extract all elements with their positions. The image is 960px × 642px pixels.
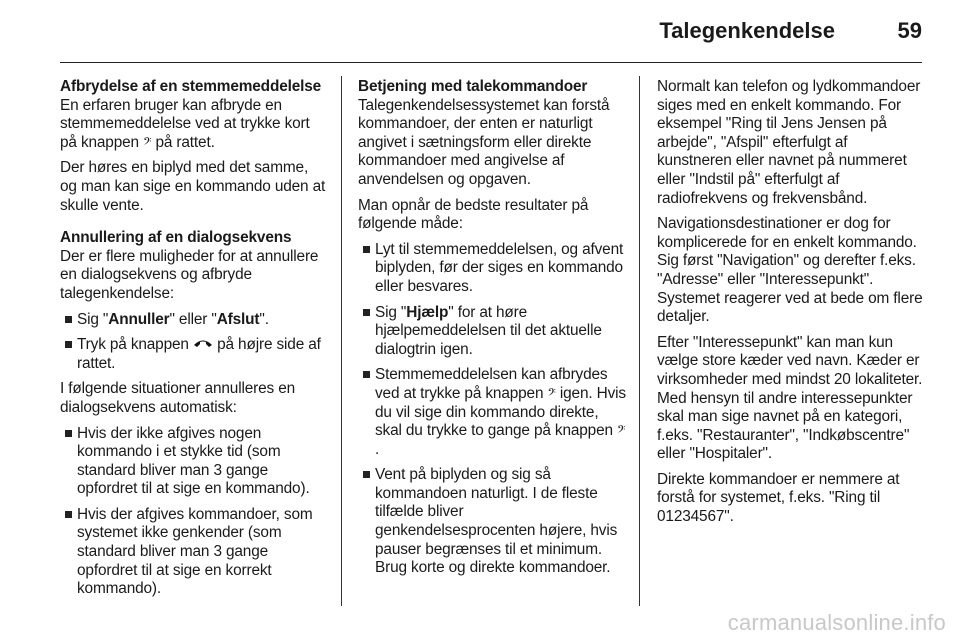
paragraph: Efter "Interessepunkt" kan man kun vælge store kæder ved navn. Kæder er virksomheder med mindst 20 lokaliteter. Med hensyn til andre interessepunkter skal man sige navnet på en kategori, f.eks. "Restauranter", "Indkøbscentre" eller "Hospitaler". [657,333,923,463]
list-item: Sig "Annuller" eller "Afslut". [60,311,328,330]
list-item: Sig "Hjælp" for at høre hjælpemeddelelsen til det aktuelle dialogtrin igen. [358,304,626,360]
list-item: Vent på biplyden og sig så kommandoen naturligt. I de fleste tilfælde bliver genkendelsesprocenten højere, hvis pauser begrænses til et minimum. Brug korte og direkte kommandoer. [358,466,626,578]
bullet-list [60,311,328,374]
text: En erfaren bruger kan afbryde en stemmemeddelelse ved at trykke kort på knappen [60,96,310,151]
page-title: Talegenkendelse [659,18,835,43]
list-item: Tryk på knappen på højre side af rattet. [60,336,328,373]
paragraph: Talegenkendelsessystemet kan forstå kommandoer, der enten er naturligt angivet i sætningsform eller direkte kommandoer med angivelse af anvendelsen og opgaven. [358,96,610,188]
paragraph: Normalt kan telefon og lydkommandoer siges med en enkelt kommando. For eksempel "Ring til Jens Jensen på arbejde", "Afspil" efterfulgt af kunstneren eller navnet på nummeret eller "Indstil på" efterfulgt af radiofrekvens og frekvensbånd. [657,78,921,207]
voice-button-icon: 𝄢 [143,134,152,150]
paragraph: Der er flere muligheder for at annullere en dialogsekvens og afbryde talegenkendelse: [60,247,319,302]
paragraph [60,97,328,153]
list-item: Hvis der afgives kommandoer, som systemet ikke genkender (som standard bliver man 3 gange opfordret til at sige en korrekt kommando). [60,506,328,599]
voice-button-icon: 𝄢 [617,423,626,439]
voice-button-icon: 𝄢 [547,385,556,401]
column-2 [358,78,626,585]
column-divider-1 [341,76,342,606]
list-item: Hvis der ikke afgives nogen kommando i et stykke tid (som standard bliver man 3 gange opfordret til at sige en kommando). [60,425,328,499]
column-3 [657,78,925,534]
paragraph: Direkte kommandoer er nemmere at forstå for systemet, f.eks. "Ring til 01234567". [657,470,900,526]
paragraph: I følgende situationer annulleres en dialogsekvens automatisk: [60,380,296,416]
list-item: Lyt til stemmemeddelelsen, og afvent biplyden, før der siges en kommando eller besvares. [358,241,626,297]
text: på rattet. [155,133,215,151]
header-divider [60,62,922,63]
paragraph: Man opnår de bedste resultater på følgende måde: [358,196,589,233]
list-item: Stemmemeddelelsen kan afbrydes ved at trykke på knappen 𝄢 igen. Hvis du vil sige din kommando direkte, skal du trykke to gange på knappen 𝄢. [358,366,626,459]
watermark: carmanualsonline.info [727,610,946,635]
column-divider-2 [639,76,640,606]
bullet-list [60,425,328,599]
section-heading-cancel: Annullering af en dialogsekvens [60,229,292,247]
page-number: 59 [897,18,922,43]
bullet-list [358,241,626,578]
paragraph: Der høres en biplyd med det samme, og man kan sige en kommando uden at skulle vente. [60,159,326,214]
section-heading-interrupt: Afbrydelse af en stemmemeddelelse [60,78,322,95]
column-1 [60,78,328,606]
hang-up-icon [193,336,213,355]
paragraph: Navigationsdestinationer er dog for komplicerede for en enkelt kommando. Sig først "Navigation" og derefter f.eks. "Adresse" eller "Interessepunkt". Systemet reagerer ved at bede om flere detaljer. [657,215,923,326]
section-heading-voice-commands: Betjening med talekommandoer [358,78,588,95]
